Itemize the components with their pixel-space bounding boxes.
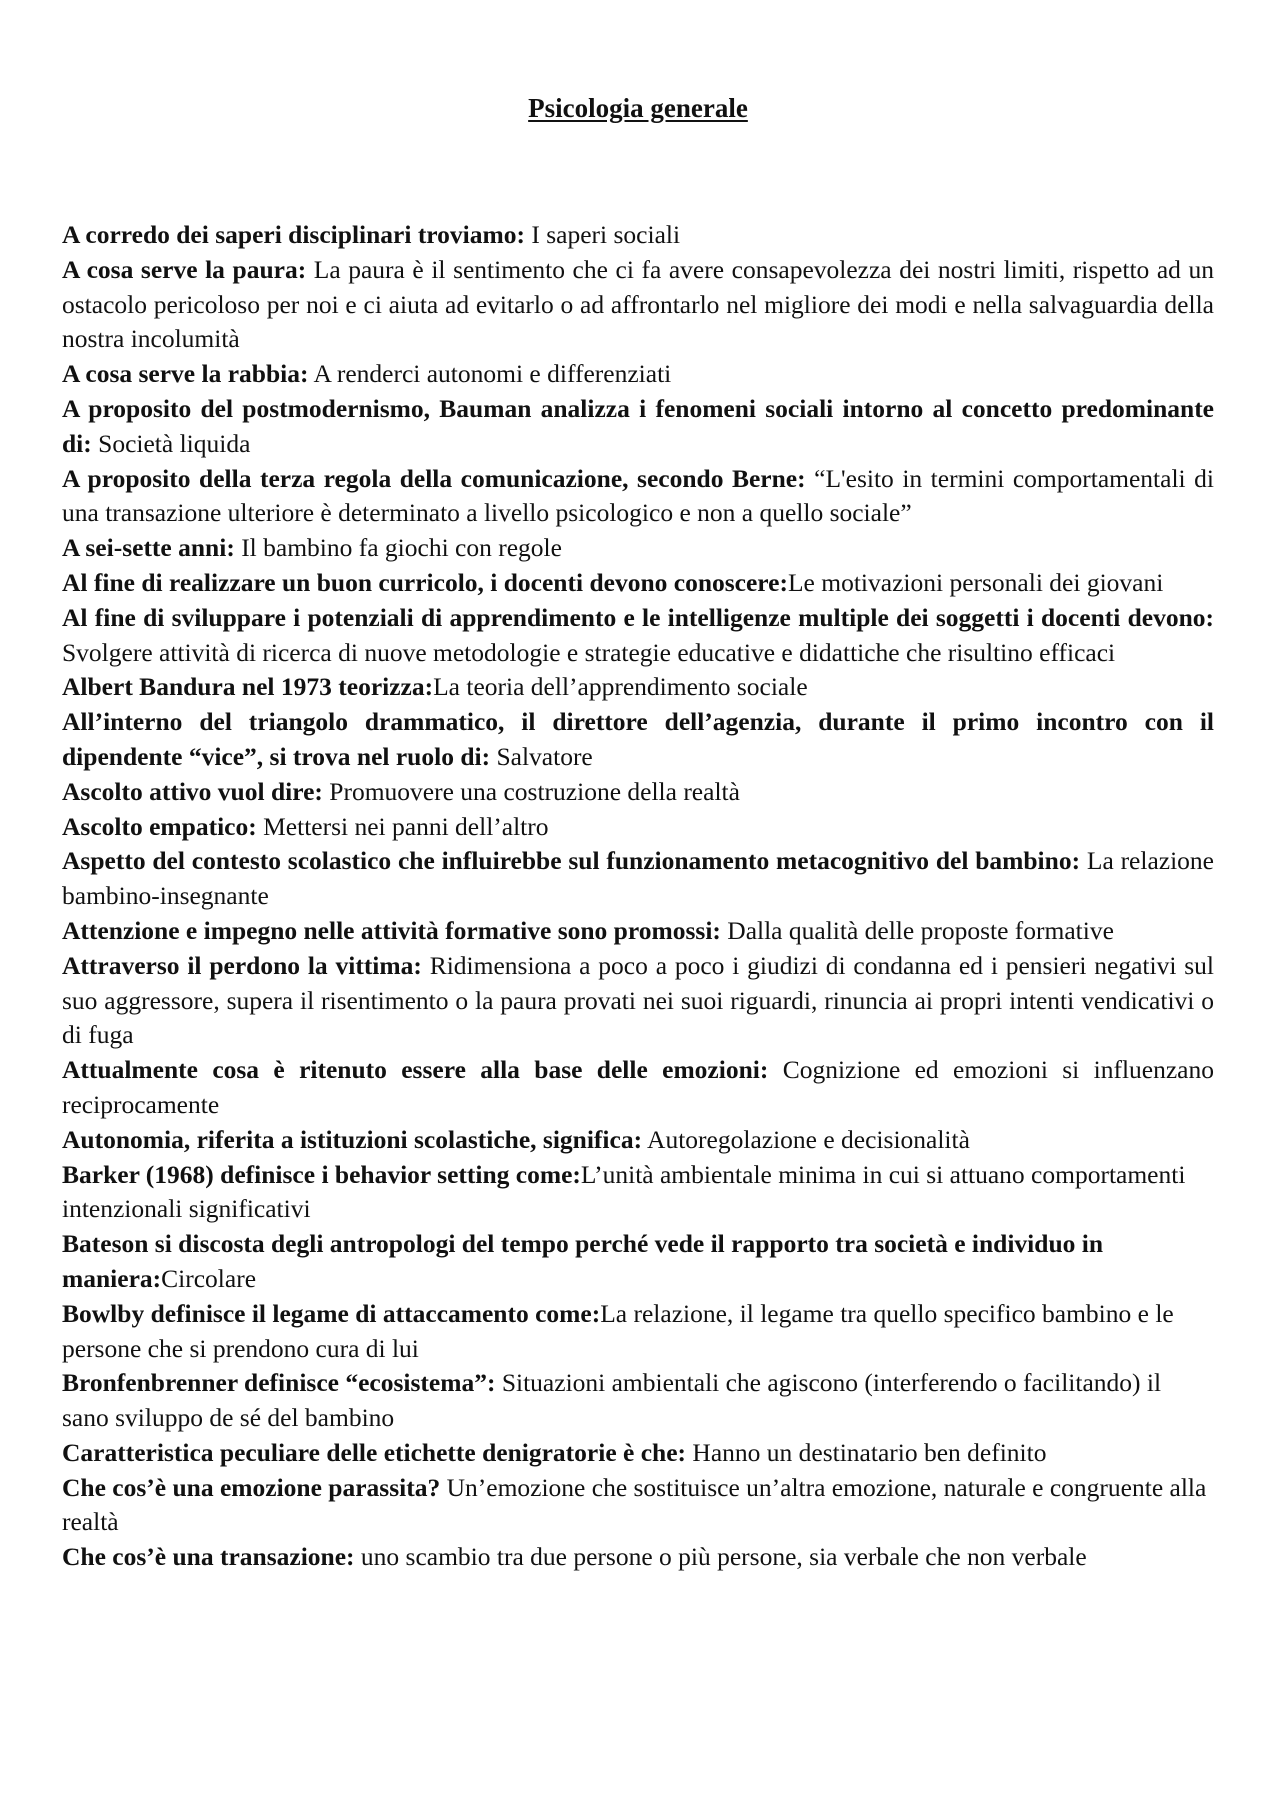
glossary-entry	[62, 253, 1214, 357]
entry-question: A proposito del postmodernismo, Bauman analizza i fenomeni sociali intorno al concetto predominante di:	[62, 393, 1214, 458]
entry-question: Bateson si discosta degli antropologi del tempo perché vede il rapporto tra società e individuo in maniera:	[62, 1229, 1104, 1293]
entry-question: A proposito della terza regola della comunicazione, secondo Berne:	[62, 463, 806, 493]
glossary-entry	[62, 392, 1214, 462]
entry-answer: “L'esito in termini comportamentali di una transazione ulteriore è determinato a livello psicologico e non a quello sociale”	[62, 463, 1214, 528]
entry-question: Attualmente cosa è ritenuto essere alla base delle emozioni:	[62, 1055, 769, 1085]
entry-question: All’interno del triangolo drammatico, il direttore dell’agenzia, durante il primo incontro con il dipendente “vice”, si trova nel ruolo di:	[62, 707, 1214, 771]
entry-question: Attenzione e impegno nelle attività formative sono promossi:	[62, 915, 721, 945]
glossary-entry	[62, 1158, 1214, 1228]
entry-answer: Situazioni ambientali che agiscono (interferendo o facilitando) il sano sviluppo de sé del bambino	[62, 1368, 1162, 1433]
glossary-entry	[62, 566, 1214, 601]
glossary-entry	[62, 1053, 1214, 1123]
entry-question: Bowlby definisce il legame di attaccamento come:	[62, 1298, 601, 1328]
entry-question: A cosa serve la rabbia:	[62, 359, 309, 389]
entry-answer: La paura è il sentimento che ci fa avere consapevolezza dei nostri limiti, rispetto ad un ostacolo pericoloso per noi e ci aiuta ad evitarlo o ad affrontarlo nel migliore dei modi e nella salvaguardia della nostra incolumità	[62, 254, 1214, 354]
entry-question: Bronfenbrenner definisce “ecosistema”:	[62, 1368, 496, 1398]
entry-answer: I saperi sociali	[524, 220, 681, 249]
entry-answer: Ridimensiona a poco a poco i giudizi di condanna ed i pensieri negativi sul suo aggressore, supera il risentimento o la paura provati nei suoi riguardi, rinuncia ai propri intenti vendicativi o di fuga	[62, 950, 1214, 1050]
glossary-entry	[62, 775, 1214, 810]
entry-question: Al fine di realizzare un buon curricolo, i docenti devono conoscere:	[62, 567, 788, 597]
entry-question: Albert Bandura nel 1973 teorizza:	[62, 672, 434, 702]
glossary-entry	[62, 601, 1214, 671]
glossary-entry	[62, 462, 1214, 532]
glossary-entry	[62, 218, 1214, 253]
glossary-entry	[62, 1123, 1214, 1158]
entry-answer: Un’emozione che sostituisce un’altra emozione, naturale e congruente alla realtà	[62, 1472, 1207, 1537]
entry-answer: L’unità ambientale minima in cui si attuano comportamenti intenzionali significativi	[62, 1159, 1186, 1224]
entry-answer: Mettersi nei panni dell’altro	[256, 811, 549, 841]
entry-answer: Il bambino fa giochi con regole	[234, 533, 562, 563]
entry-answer: A renderci autonomi e differenziati	[308, 359, 672, 389]
entry-answer: Hanno un destinatario ben definito	[686, 1437, 1047, 1467]
glossary-list	[62, 218, 1214, 1575]
glossary-entry	[62, 670, 1214, 705]
entry-answer: Le motivazioni personali dei giovani	[787, 567, 1164, 597]
glossary-entry	[62, 844, 1214, 914]
entry-answer: La teoria dell’apprendimento sociale	[433, 672, 808, 702]
glossary-entry	[62, 1366, 1214, 1436]
glossary-entry	[62, 949, 1214, 1053]
entry-question: A sei-sette anni:	[62, 533, 235, 563]
entry-question: Barker (1968) definisce i behavior setting come:	[62, 1159, 581, 1189]
glossary-entry	[62, 914, 1214, 949]
document-title: Psicologia generale	[528, 93, 748, 123]
entry-answer: La relazione bambino-insegnante	[62, 846, 1215, 911]
entry-question: Autonomia, riferita a istituzioni scolastiche, significa:	[62, 1124, 643, 1154]
glossary-entry	[62, 1436, 1214, 1471]
entry-answer: Dalla qualità delle proposte formative	[720, 915, 1114, 945]
entry-question: Che cos’è una emozione parassita?	[62, 1472, 441, 1502]
glossary-entry	[62, 1540, 1214, 1575]
entry-answer: Società liquida	[91, 428, 251, 458]
entry-answer: Promuovere una costruzione della realtà	[322, 776, 740, 806]
glossary-entry	[62, 1471, 1214, 1541]
glossary-entry	[62, 1297, 1214, 1367]
entry-answer: Autoregolazione e decisionalità	[642, 1124, 970, 1154]
entry-answer: Cognizione ed emozioni si influenzano reciprocamente	[62, 1055, 1214, 1119]
glossary-entry	[62, 357, 1214, 392]
glossary-entry	[62, 810, 1214, 845]
entry-answer: Circolare	[161, 1263, 257, 1293]
entry-question: Al fine di sviluppare i potenziali di apprendimento e le intelligenze multiple dei soggetti i docenti devono:	[62, 602, 1214, 632]
entry-question: Attraverso il perdono la vittima:	[62, 950, 422, 980]
entry-question: Caratteristica peculiare delle etichette denigratorie è che:	[62, 1437, 687, 1467]
glossary-entry	[62, 1227, 1214, 1297]
glossary-entry	[62, 705, 1214, 775]
entry-question: Ascolto empatico:	[62, 811, 257, 841]
entry-question: Ascolto attivo vuol dire:	[62, 776, 323, 806]
entry-question: Che cos’è una transazione:	[62, 1542, 355, 1572]
entry-question: A corredo dei saperi disciplinari troviamo:	[62, 220, 525, 249]
entry-question: A cosa serve la paura:	[62, 254, 307, 284]
glossary-entry	[62, 531, 1214, 566]
entry-answer: La relazione, il legame tra quello specifico bambino e le persone che si prendono cura di lui	[62, 1298, 1174, 1363]
entry-answer: Svolgere attività di ricerca di nuove metodologie e strategie educative e didattiche che risultino efficaci	[62, 637, 1116, 667]
entry-answer: Salvatore	[490, 741, 593, 771]
entry-answer: uno scambio tra due persone o più persone, sia verbale che non verbale	[354, 1542, 1087, 1572]
entry-question: Aspetto del contesto scolastico che influirebbe sul funzionamento metacognitivo del bambino:	[62, 846, 1081, 876]
